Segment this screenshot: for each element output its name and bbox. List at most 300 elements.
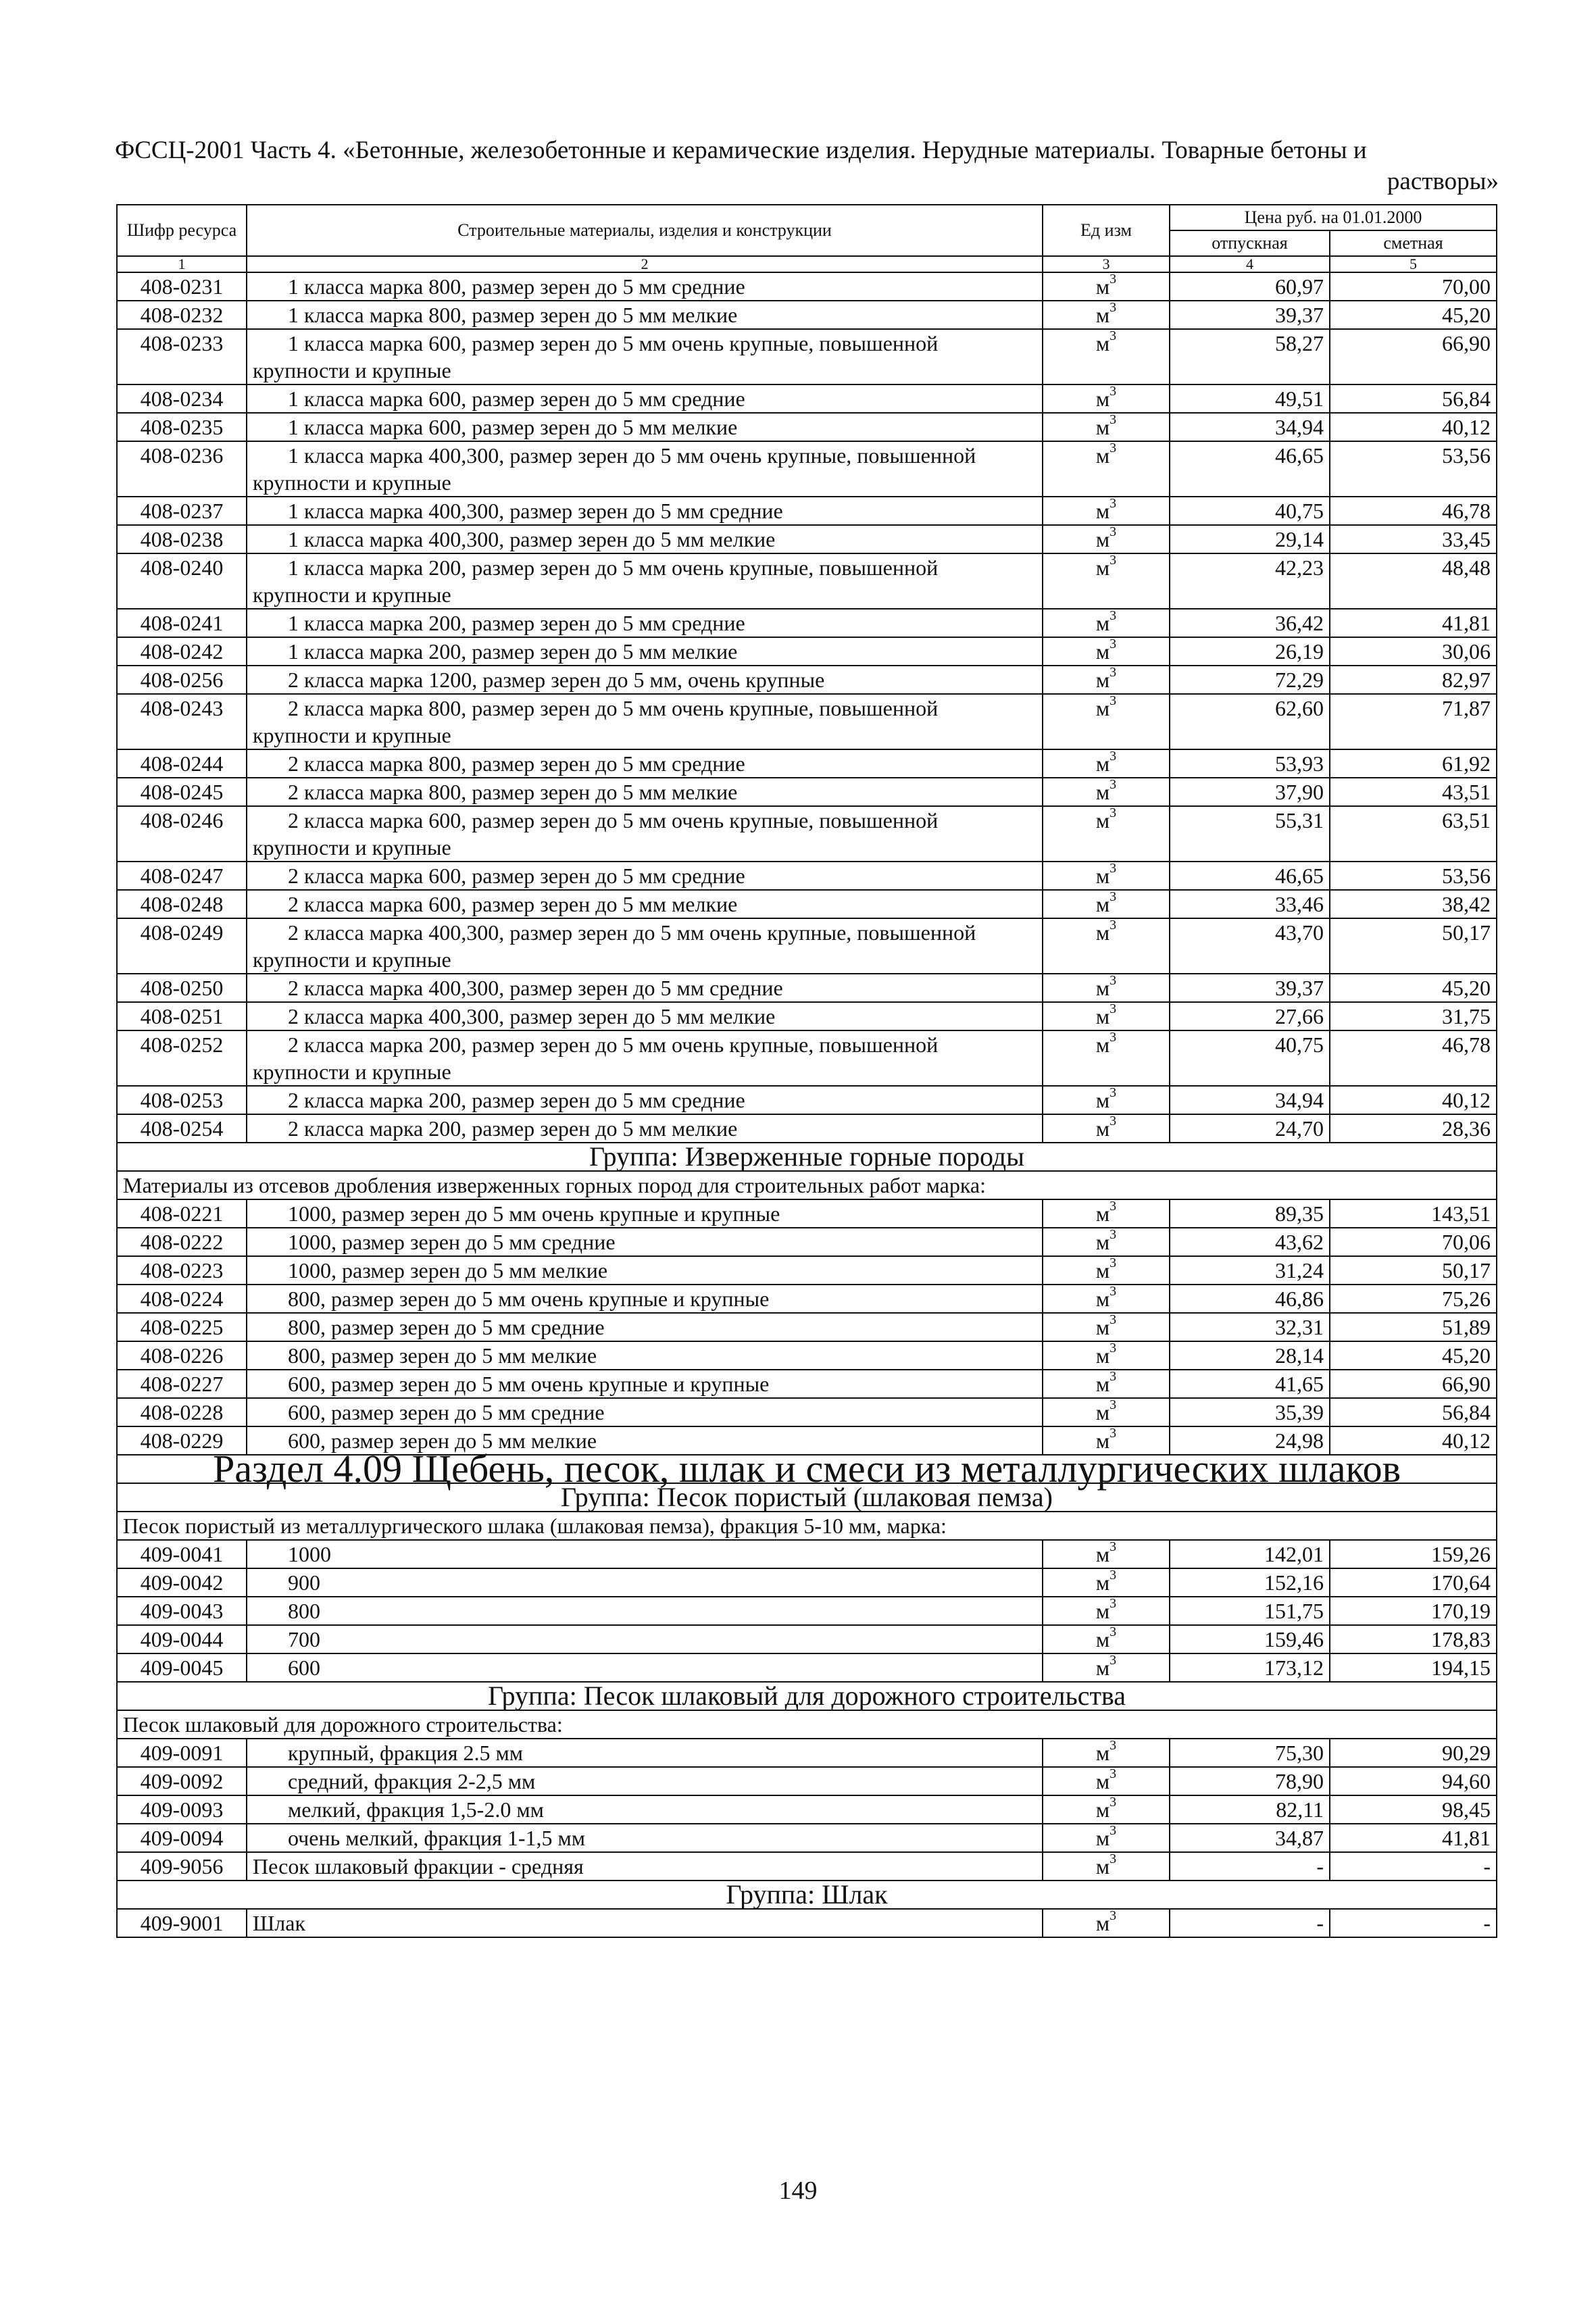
- unit-cell: [1043, 778, 1170, 806]
- material-name: [247, 1739, 1043, 1767]
- table-row: [117, 441, 1497, 497]
- resource-code: 408-0237: [117, 497, 247, 525]
- release-price: 152,16: [1170, 1568, 1330, 1597]
- resource-code: 408-0225: [117, 1313, 247, 1341]
- table-row: [117, 1739, 1497, 1767]
- unit-base: м: [1095, 1656, 1110, 1680]
- unit-base: м: [1095, 1599, 1110, 1623]
- table-row: [117, 694, 1497, 749]
- estimate-price: 48,48: [1330, 553, 1497, 609]
- material-name-text: 1 класса марка 200, размер зерен до 5 мм очень крупные, повышенной крупности и крупные: [253, 555, 939, 607]
- unit-cell: [1043, 1370, 1170, 1398]
- unit-exponent: 3: [1109, 693, 1117, 709]
- material-name: [247, 778, 1043, 806]
- material-name: [247, 1909, 1043, 1937]
- resource-code: 409-0094: [117, 1824, 247, 1852]
- resource-code: 408-0226: [117, 1341, 247, 1370]
- material-name: [247, 413, 1043, 441]
- unit-cell: [1043, 553, 1170, 609]
- material-name: [247, 1398, 1043, 1426]
- material-name: [247, 1256, 1043, 1285]
- unit-base: м: [1095, 780, 1110, 804]
- resource-code: 409-0093: [117, 1795, 247, 1824]
- material-name: [247, 1370, 1043, 1398]
- unit-cell: [1043, 441, 1170, 497]
- unit-base: м: [1095, 920, 1110, 945]
- table-row: [117, 1540, 1497, 1568]
- release-price: 43,62: [1170, 1228, 1330, 1256]
- release-price: 28,14: [1170, 1341, 1330, 1370]
- unit-cell: [1043, 1199, 1170, 1228]
- resource-code: 408-0235: [117, 413, 247, 441]
- group-title: Группа: Песок пористый (шлаковая пемза): [117, 1483, 1497, 1512]
- material-name-text: очень мелкий, фракция 1-1,5 мм: [288, 1826, 586, 1850]
- unit-cell: [1043, 666, 1170, 694]
- estimate-price: 40,12: [1330, 1086, 1497, 1114]
- unit-cell: [1043, 413, 1170, 441]
- estimate-price: 43,51: [1330, 778, 1497, 806]
- unit-base: м: [1095, 1116, 1110, 1141]
- resource-code: 408-0238: [117, 525, 247, 553]
- unit-cell: [1043, 637, 1170, 666]
- table-row: [117, 1114, 1497, 1143]
- unit-exponent: 3: [1109, 1114, 1117, 1129]
- estimate-price: 40,12: [1330, 413, 1497, 441]
- estimate-price: 45,20: [1330, 301, 1497, 329]
- estimate-price: -: [1330, 1852, 1497, 1881]
- material-name-text: 1 класса марка 400,300, размер зерен до 5 мм мелкие: [288, 527, 776, 551]
- release-price: 24,98: [1170, 1426, 1330, 1455]
- table-row: [117, 918, 1497, 974]
- estimate-price: 66,90: [1330, 329, 1497, 384]
- unit-base: м: [1095, 331, 1110, 355]
- release-price: 159,46: [1170, 1625, 1330, 1653]
- unit-exponent: 3: [1109, 412, 1117, 428]
- unit-exponent: 3: [1109, 1085, 1117, 1101]
- estimate-price: 170,19: [1330, 1597, 1497, 1625]
- material-name: [247, 918, 1043, 974]
- resource-code: 409-0042: [117, 1568, 247, 1597]
- resource-code: 408-0253: [117, 1086, 247, 1114]
- release-price: 34,94: [1170, 1086, 1330, 1114]
- material-name: [247, 1767, 1043, 1795]
- group-title: Группа: Песок шлаковый для дорожного строительства: [117, 1682, 1497, 1710]
- release-price: 82,11: [1170, 1795, 1330, 1824]
- resource-code: 408-0236: [117, 441, 247, 497]
- material-name: [247, 441, 1043, 497]
- resource-code: 408-0250: [117, 974, 247, 1002]
- table-row: [117, 609, 1497, 637]
- material-name: [247, 1540, 1043, 1568]
- unit-cell: [1043, 1824, 1170, 1852]
- resource-code: 408-0246: [117, 806, 247, 862]
- material-name-text: 700: [288, 1627, 320, 1651]
- unit-cell: [1043, 1909, 1170, 1937]
- material-name-text: 2 класса марка 800, размер зерен до 5 мм очень крупные, повышенной крупности и крупные: [253, 696, 939, 747]
- table-row: [117, 1909, 1497, 1937]
- col-code-header: Шифр ресурса: [117, 205, 247, 256]
- material-name: [247, 1568, 1043, 1597]
- rows-group-d: [117, 1739, 1497, 1881]
- resource-code: 408-0242: [117, 637, 247, 666]
- release-price: 26,19: [1170, 637, 1330, 666]
- unit-exponent: 3: [1109, 1227, 1117, 1243]
- unit-exponent: 3: [1109, 1653, 1117, 1668]
- material-name: [247, 329, 1043, 384]
- unit-cell: [1043, 609, 1170, 637]
- unit-cell: [1043, 1795, 1170, 1824]
- material-name-text: 1000, размер зерен до 5 мм мелкие: [288, 1258, 608, 1283]
- table-row: [117, 806, 1497, 862]
- release-price: 173,12: [1170, 1653, 1330, 1682]
- material-name-text: 1 класса марка 400,300, размер зерен до 5 мм очень крупные, повышенной крупности и крупные: [253, 443, 976, 495]
- resource-code: 408-0256: [117, 666, 247, 694]
- material-name-text: 600, размер зерен до 5 мм средние: [288, 1400, 605, 1424]
- material-name: [247, 749, 1043, 778]
- table-row: [117, 1625, 1497, 1653]
- resource-code: 408-0240: [117, 553, 247, 609]
- unit-exponent: 3: [1109, 441, 1117, 456]
- col-number: 5: [1330, 256, 1497, 272]
- unit-cell: [1043, 890, 1170, 918]
- resource-code: 408-0228: [117, 1398, 247, 1426]
- material-name-text: 1 класса марка 600, размер зерен до 5 мм очень крупные, повышенной крупности и крупные: [253, 331, 939, 382]
- table-row: [117, 301, 1497, 329]
- unit-cell: [1043, 694, 1170, 749]
- price-group-header: Цена руб. на 01.01.2000: [1170, 205, 1497, 230]
- estimate-price: 41,81: [1330, 609, 1497, 637]
- group-road: [117, 1682, 1497, 1739]
- table-row: [117, 1370, 1497, 1398]
- resource-code: 409-0041: [117, 1540, 247, 1568]
- release-price: 37,90: [1170, 778, 1330, 806]
- resource-code: 408-0254: [117, 1114, 247, 1143]
- table-row: [117, 637, 1497, 666]
- unit-base: м: [1095, 1258, 1110, 1283]
- unit-exponent: 3: [1109, 384, 1117, 399]
- material-name-text: Шлак: [253, 1911, 305, 1935]
- unit-cell: [1043, 974, 1170, 1002]
- material-name: [247, 666, 1043, 694]
- rows-group-c: [117, 1540, 1497, 1682]
- estimate-price: 170,64: [1330, 1568, 1497, 1597]
- unit-cell: [1043, 1030, 1170, 1086]
- unit-base: м: [1095, 387, 1110, 411]
- material-name-text: 2 класса марка 800, размер зерен до 5 мм мелкие: [288, 780, 738, 804]
- estimate-price: 46,78: [1330, 497, 1497, 525]
- rows-group-e: [117, 1909, 1497, 1937]
- unit-cell: [1043, 1653, 1170, 1682]
- estimate-price: 98,45: [1330, 1795, 1497, 1824]
- material-name-text: 1 класса марка 800, размер зерен до 5 мм средние: [288, 274, 745, 299]
- unit-exponent: 3: [1109, 1284, 1117, 1299]
- col-number: 1: [117, 256, 247, 272]
- material-name: [247, 301, 1043, 329]
- material-name: [247, 1228, 1043, 1256]
- resource-code: 408-0245: [117, 778, 247, 806]
- resource-code: 408-0252: [117, 1030, 247, 1086]
- material-name-text: 1000, размер зерен до 5 мм средние: [288, 1230, 616, 1254]
- unit-cell: [1043, 1285, 1170, 1313]
- release-price: 53,93: [1170, 749, 1330, 778]
- unit-exponent: 3: [1109, 1369, 1117, 1385]
- release-price: 142,01: [1170, 1540, 1330, 1568]
- estimate-price: 194,15: [1330, 1653, 1497, 1682]
- unit-exponent: 3: [1109, 1738, 1117, 1753]
- resource-code: 408-0248: [117, 890, 247, 918]
- estimate-price: 70,06: [1330, 1228, 1497, 1256]
- resource-code: 409-0043: [117, 1597, 247, 1625]
- unit-base: м: [1095, 611, 1110, 635]
- material-name: [247, 974, 1043, 1002]
- unit-exponent: 3: [1109, 272, 1117, 287]
- material-name-text: мелкий, фракция 1,5-2.0 мм: [288, 1797, 544, 1822]
- unit-base: м: [1095, 1826, 1110, 1850]
- table-row: [117, 272, 1497, 301]
- group-title: Группа: Изверженные горные породы: [117, 1143, 1497, 1171]
- material-name: [247, 1199, 1043, 1228]
- release-price: 46,65: [1170, 441, 1330, 497]
- release-price: 60,97: [1170, 272, 1330, 301]
- table-row: [117, 1228, 1497, 1256]
- estimate-price: 53,56: [1330, 441, 1497, 497]
- material-name-text: 2 класса марка 400,300, размер зерен до 5 мм очень крупные, повышенной крупности и крупные: [253, 920, 976, 972]
- unit-base: м: [1095, 1372, 1110, 1396]
- col-number: 4: [1170, 256, 1330, 272]
- release-price: 43,70: [1170, 918, 1330, 974]
- material-name-text: 2 класса марка 400,300, размер зерен до 5 мм средние: [288, 976, 783, 1000]
- resource-code: 409-0045: [117, 1653, 247, 1682]
- unit-base: м: [1095, 1428, 1110, 1453]
- group-intro: Песок пористый из металлургического шлака (шлаковая пемза), фракция 5-10 мм, марка:: [117, 1512, 1497, 1540]
- material-name: [247, 1824, 1043, 1852]
- unit-cell: [1043, 329, 1170, 384]
- unit-base: м: [1095, 1088, 1110, 1112]
- estimate-price: -: [1330, 1909, 1497, 1937]
- unit-base: м: [1095, 1854, 1110, 1878]
- col-unit-header: Ед изм: [1043, 205, 1170, 256]
- unit-exponent: 3: [1109, 861, 1117, 876]
- resource-code: 408-0249: [117, 918, 247, 974]
- resource-code: 408-0232: [117, 301, 247, 329]
- unit-base: м: [1095, 892, 1110, 916]
- unit-base: м: [1095, 1797, 1110, 1822]
- estimate-price: 75,26: [1330, 1285, 1497, 1313]
- table-row: [117, 778, 1497, 806]
- material-name: [247, 1086, 1043, 1114]
- material-name-text: 2 класса марка 600, размер зерен до 5 мм средние: [288, 864, 745, 888]
- material-name: [247, 272, 1043, 301]
- release-price: 46,65: [1170, 862, 1330, 890]
- material-name: [247, 1114, 1043, 1143]
- material-name: [247, 609, 1043, 637]
- release-price: 29,14: [1170, 525, 1330, 553]
- unit-base: м: [1095, 1627, 1110, 1651]
- material-name-text: 2 класса марка 1200, размер зерен до 5 мм, очень крупные: [288, 668, 825, 692]
- table-row: [117, 1341, 1497, 1370]
- release-price: 39,37: [1170, 301, 1330, 329]
- estimate-price: 61,92: [1330, 749, 1497, 778]
- release-price: 24,70: [1170, 1114, 1330, 1143]
- estimate-price: 33,45: [1330, 525, 1497, 553]
- table-row: [117, 1824, 1497, 1852]
- release-price: 49,51: [1170, 384, 1330, 413]
- release-price: 62,60: [1170, 694, 1330, 749]
- material-name-text: 1 класса марка 400,300, размер зерен до 5 мм средние: [288, 499, 783, 523]
- estimate-price: 50,17: [1330, 918, 1497, 974]
- unit-base: м: [1095, 1230, 1110, 1254]
- material-name-text: 600: [288, 1656, 320, 1680]
- material-name: [247, 1597, 1043, 1625]
- estimate-price: 143,51: [1330, 1199, 1497, 1228]
- unit-exponent: 3: [1109, 637, 1117, 652]
- release-price: 40,75: [1170, 1030, 1330, 1086]
- unit-base: м: [1095, 1542, 1110, 1566]
- group-intro: Материалы из отсевов дробления изверженных горных пород для строительных работ марка:: [117, 1171, 1497, 1199]
- material-name-text: 800: [288, 1599, 320, 1623]
- release-price: -: [1170, 1852, 1330, 1881]
- page-number: 149: [778, 2176, 818, 2205]
- material-name-text: 600, размер зерен до 5 мм очень крупные и крупные: [288, 1372, 770, 1396]
- resource-code: 409-9056: [117, 1852, 247, 1881]
- material-name: [247, 1795, 1043, 1824]
- unit-exponent: 3: [1109, 524, 1117, 540]
- table-row: [117, 1285, 1497, 1313]
- unit-base: м: [1095, 1287, 1110, 1311]
- resource-code: 409-0092: [117, 1767, 247, 1795]
- table-row: [117, 1852, 1497, 1881]
- unit-base: м: [1095, 668, 1110, 692]
- unit-exponent: 3: [1109, 1341, 1117, 1356]
- release-price: 75,30: [1170, 1739, 1330, 1767]
- estimate-price: 46,78: [1330, 1030, 1497, 1086]
- material-name: [247, 1625, 1043, 1653]
- estimate-price: 31,75: [1330, 1002, 1497, 1030]
- material-name-text: 2 класса марка 200, размер зерен до 5 мм средние: [288, 1088, 745, 1112]
- unit-base: м: [1095, 1911, 1110, 1935]
- material-name-text: 2 класса марка 200, размер зерен до 5 мм очень крупные, повышенной крупности и крупные: [253, 1032, 939, 1084]
- table-row: [117, 413, 1497, 441]
- unit-base: м: [1095, 1769, 1110, 1793]
- unit-cell: [1043, 1114, 1170, 1143]
- unit-cell: [1043, 497, 1170, 525]
- material-name-text: 600, размер зерен до 5 мм мелкие: [288, 1428, 597, 1453]
- unit-exponent: 3: [1109, 1426, 1117, 1441]
- unit-exponent: 3: [1109, 973, 1117, 989]
- table-row: [117, 1199, 1497, 1228]
- unit-cell: [1043, 862, 1170, 890]
- unit-exponent: 3: [1109, 777, 1117, 793]
- table-row: [117, 1795, 1497, 1824]
- material-name-text: 800, размер зерен до 5 мм мелкие: [288, 1343, 597, 1368]
- unit-exponent: 3: [1109, 1908, 1117, 1924]
- material-name: [247, 694, 1043, 749]
- material-name-text: 2 класса марка 800, размер зерен до 5 мм средние: [288, 751, 745, 776]
- material-name: [247, 862, 1043, 890]
- unit-cell: [1043, 806, 1170, 862]
- release-price: 78,90: [1170, 1767, 1330, 1795]
- rows-group-b: [117, 1199, 1497, 1455]
- estimate-price: 82,97: [1330, 666, 1497, 694]
- resource-code: 408-0243: [117, 694, 247, 749]
- unit-cell: [1043, 1540, 1170, 1568]
- material-name-text: 2 класса марка 600, размер зерен до 5 мм очень крупные, повышенной крупности и крупные: [253, 808, 939, 860]
- resource-code: 408-0233: [117, 329, 247, 384]
- table-row: [117, 384, 1497, 413]
- release-price: 151,75: [1170, 1597, 1330, 1625]
- estimate-price: 94,60: [1330, 1767, 1497, 1795]
- section-title: Раздел 4.09 Щебень, песок, шлак и смеси из металлургических шлаков: [117, 1455, 1497, 1483]
- table-row: [117, 1313, 1497, 1341]
- resource-code: 408-0227: [117, 1370, 247, 1398]
- header-line-1: ФССЦ-2001 Часть 4. «Бетонные, железобетонные и керамические изделия. Нерудные материалы. Товарные бетоны и: [115, 136, 1367, 164]
- unit-cell: [1043, 1597, 1170, 1625]
- unit-base: м: [1095, 1032, 1110, 1057]
- material-name-text: 900: [288, 1570, 320, 1595]
- unit-base: м: [1095, 1343, 1110, 1368]
- table-row: [117, 1030, 1497, 1086]
- table-row: [117, 329, 1497, 384]
- unit-exponent: 3: [1109, 496, 1117, 512]
- unit-cell: [1043, 1228, 1170, 1256]
- unit-base: м: [1095, 1315, 1110, 1339]
- material-name-text: Песок шлаковый фракции - средняя: [253, 1854, 584, 1878]
- resource-code: 409-0091: [117, 1739, 247, 1767]
- unit-base: м: [1095, 864, 1110, 888]
- release-price: 32,31: [1170, 1313, 1330, 1341]
- material-name-text: 1000, размер зерен до 5 мм очень крупные и крупные: [288, 1201, 780, 1226]
- material-name: [247, 1030, 1043, 1086]
- unit-base: м: [1095, 527, 1110, 551]
- material-name-text: 1 класса марка 600, размер зерен до 5 мм мелкие: [288, 415, 738, 439]
- release-price: 36,42: [1170, 609, 1330, 637]
- material-name: [247, 1852, 1043, 1881]
- table-row: [117, 749, 1497, 778]
- table-row: [117, 1256, 1497, 1285]
- table-row: [117, 1398, 1497, 1426]
- material-name: [247, 1313, 1043, 1341]
- release-price: 33,46: [1170, 890, 1330, 918]
- unit-base: м: [1095, 639, 1110, 664]
- estimate-price: 45,20: [1330, 1341, 1497, 1370]
- unit-exponent: 3: [1109, 665, 1117, 680]
- release-price: 35,39: [1170, 1398, 1330, 1426]
- price-table: [116, 204, 1497, 1938]
- section-4-09: [117, 1447, 1497, 1540]
- material-name-text: 2 класса марка 400,300, размер зерен до 5 мм мелкие: [288, 1004, 776, 1028]
- unit-base: м: [1095, 1570, 1110, 1595]
- unit-exponent: 3: [1109, 1596, 1117, 1612]
- table-row: [117, 1653, 1497, 1682]
- unit-cell: [1043, 1341, 1170, 1370]
- unit-exponent: 3: [1109, 1199, 1117, 1214]
- table-row: [117, 1568, 1497, 1597]
- unit-base: м: [1095, 696, 1110, 720]
- group-title: Группа: Шлак: [117, 1881, 1497, 1909]
- release-price: 55,31: [1170, 806, 1330, 862]
- estimate-price: 66,90: [1330, 1370, 1497, 1398]
- release-price: 89,35: [1170, 1199, 1330, 1228]
- unit-exponent: 3: [1109, 1568, 1117, 1583]
- unit-cell: [1043, 384, 1170, 413]
- col-release-header: отпускная: [1170, 230, 1330, 256]
- release-price: 31,24: [1170, 1256, 1330, 1285]
- estimate-price: 53,56: [1330, 862, 1497, 890]
- unit-exponent: 3: [1109, 1312, 1117, 1328]
- release-price: 34,94: [1170, 413, 1330, 441]
- release-price: 46,86: [1170, 1285, 1330, 1313]
- material-name-text: 2 класса марка 200, размер зерен до 5 мм мелкие: [288, 1116, 738, 1141]
